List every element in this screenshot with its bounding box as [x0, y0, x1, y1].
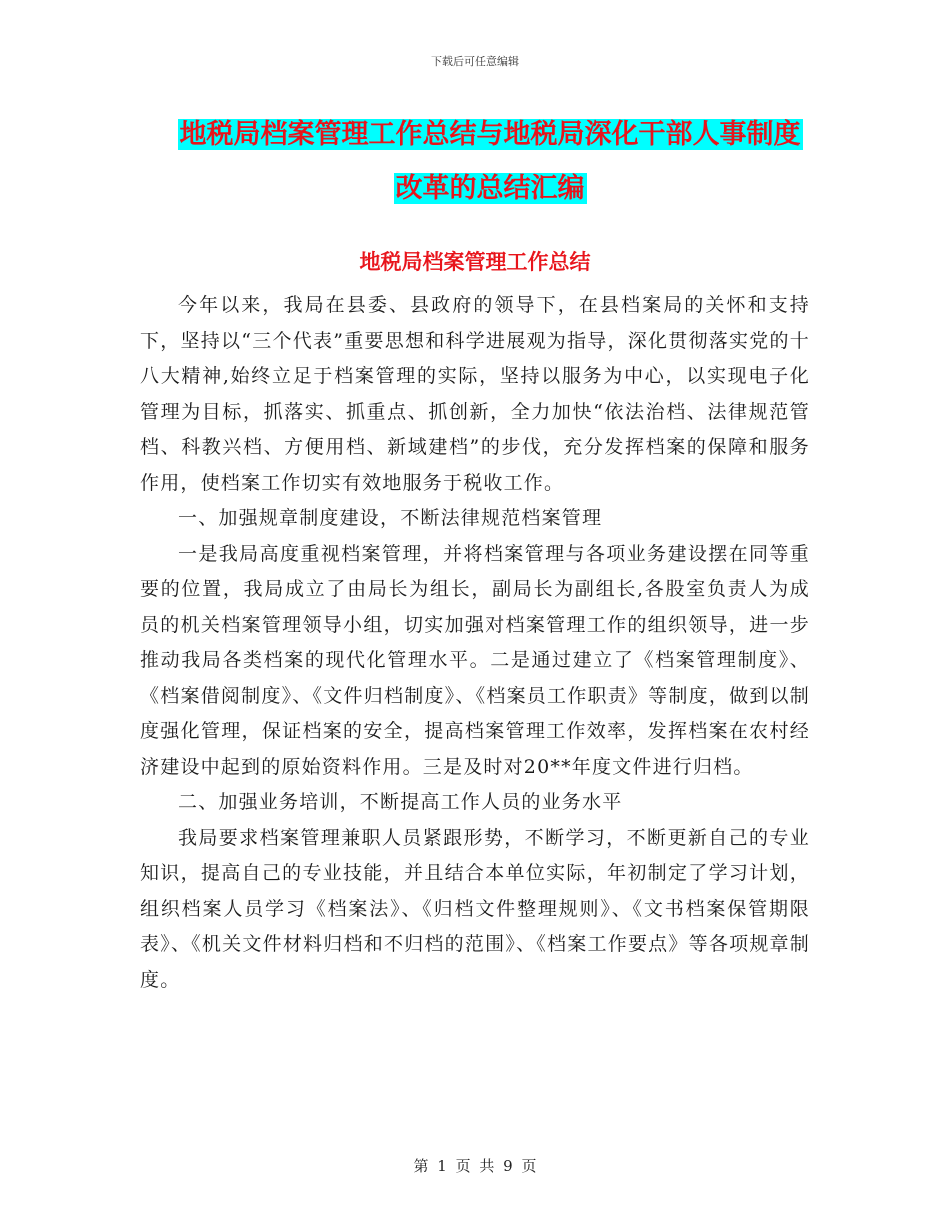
document-title [140, 108, 840, 216]
body-text [140, 288, 810, 998]
page-number: 第 1 页 共 9 页 [413, 1157, 537, 1175]
heading-section-1: 一、加强规章制度建设，不断法律规范档案管理 [178, 507, 603, 529]
section-title: 地税局档案管理工作总结 [359, 250, 591, 274]
heading-section-2: 二、加强业务培训，不断提高工作人员的业务水平 [178, 791, 623, 813]
title-line-1: 地税局档案管理工作总结与地税局深化干部人事制度 [179, 119, 801, 150]
title-line-2: 改革的总结汇编 [395, 173, 585, 204]
paragraph-intro: 今年以来，我局在县委、县政府的领导下，在县档案局的关怀和支持下，坚持以“三个代表”重要思想和科学进展观为指导，深化贯彻落实党的十八大精神,始终立足于档案管理的实际，坚持以服务为中心，以实现电子化管理为目标，抓落实、抓重点、抓创新，全力加快“依法治档、法律规范管档、科教兴档、方便用档、新域建档”的步伐，充分发挥档案的保障和服务作用，使档案工作切实有效地服务于税收工作。 [140, 294, 810, 494]
paragraph-section-2: 我局要求档案管理兼职人员紧跟形势，不断学习，不断更新自己的专业知识，提高自己的专业技能，并且结合本单位实际，年初制定了学习计划，组织档案人员学习《档案法》、《归档文件整理规则》、《文书档案保管期限表》、《机关文件材料归档和不归档的范围》、《档案工作要点》等各项规章制度。 [140, 826, 810, 991]
page-header-note: 下载后可任意编辑 [431, 55, 519, 68]
paragraph-section-1: 一是我局高度重视档案管理，并将档案管理与各项业务建设摆在同等重要的位置，我局成立了由局长为组长，副局长为副组长,各股室负责人为成员的机关档案管理领导小组，切实加强对档案管理工作的组织领导，进一步推动我局各类档案的现代化管理水平。二是通过建立了《档案管理制度》、《档案借阅制度》、《文件归档制度》、《档案员工作职责》等制度，做到以制度强化管理，保证档案的安全，提高档案管理工作效率，发挥档案在农村经济建设中起到的原始资料作用。三是及时对20**年度文件进行归档。 [140, 542, 810, 778]
